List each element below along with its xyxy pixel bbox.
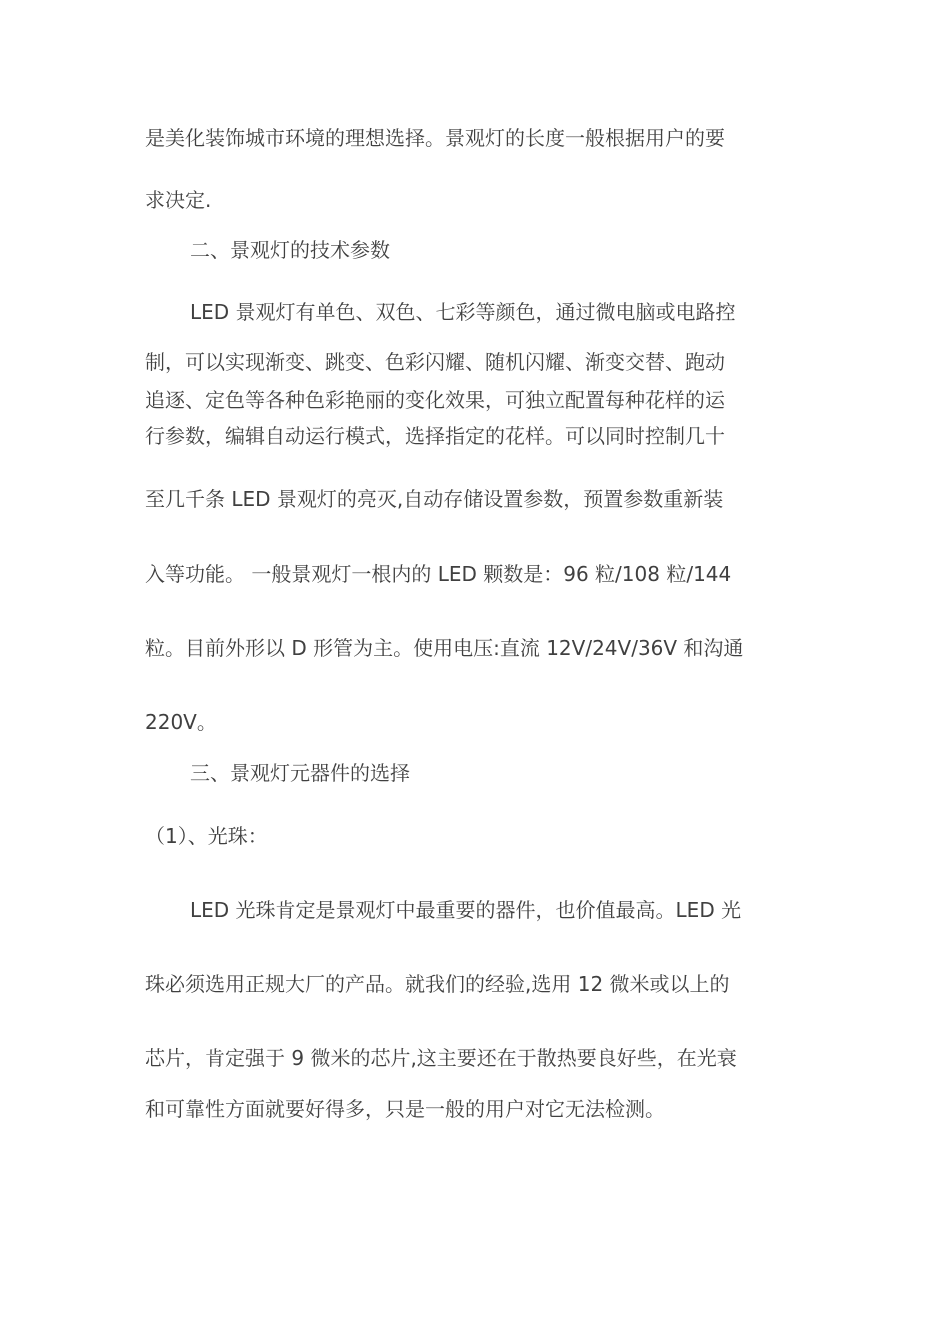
body-text-line: 追逐、定色等各种色彩艳丽的变化效果，可独立配置每种花样的运 <box>145 388 725 412</box>
section-heading: 三、景观灯元器件的选择 <box>190 761 410 785</box>
body-text-line: 行参数，编辑自动运行模式，选择指定的花样。可以同时控制几十 <box>145 424 725 448</box>
section-heading: 二、景观灯的技术参数 <box>190 238 390 262</box>
body-text-line: 入等功能。 一般景观灯一根内的 LED 颗数是：96 粒/108 粒/144 <box>145 562 732 586</box>
body-text-line: 芯片，肯定强于 9 微米的芯片,这主要还在于散热要良好些，在光衰 <box>145 1046 737 1070</box>
body-text-line: 珠必须选用正规大厂的产品。就我们的经验,选用 12 微米或以上的 <box>145 972 730 996</box>
body-text-line: 至几千条 LED 景观灯的亮灭,自动存储设置参数，预置参数重新装 <box>145 487 724 511</box>
body-text-line: 是美化装饰城市环境的理想选择。景观灯的长度一般根据用户的要 <box>145 126 725 150</box>
body-text-line: 和可靠性方面就要好得多，只是一般的用户对它无法检测。 <box>145 1097 665 1121</box>
body-text-line: 220V。 <box>145 710 217 734</box>
body-text-line: LED 景观灯有单色、双色、七彩等颜色，通过微电脑或电路控 <box>190 300 736 324</box>
body-text-line: 求决定. <box>145 188 212 212</box>
body-text-line: 粒。目前外形以 D 形管为主。使用电压:直流 12V/24V/36V 和沟通 <box>145 636 744 660</box>
subsection-heading: （1）、光珠： <box>145 824 268 848</box>
body-text-line: 制，可以实现渐变、跳变、色彩闪耀、随机闪耀、渐变交替、跑动 <box>145 350 725 374</box>
body-text-line: LED 光珠肯定是景观灯中最重要的器件，也价值最高。LED 光 <box>190 898 742 922</box>
